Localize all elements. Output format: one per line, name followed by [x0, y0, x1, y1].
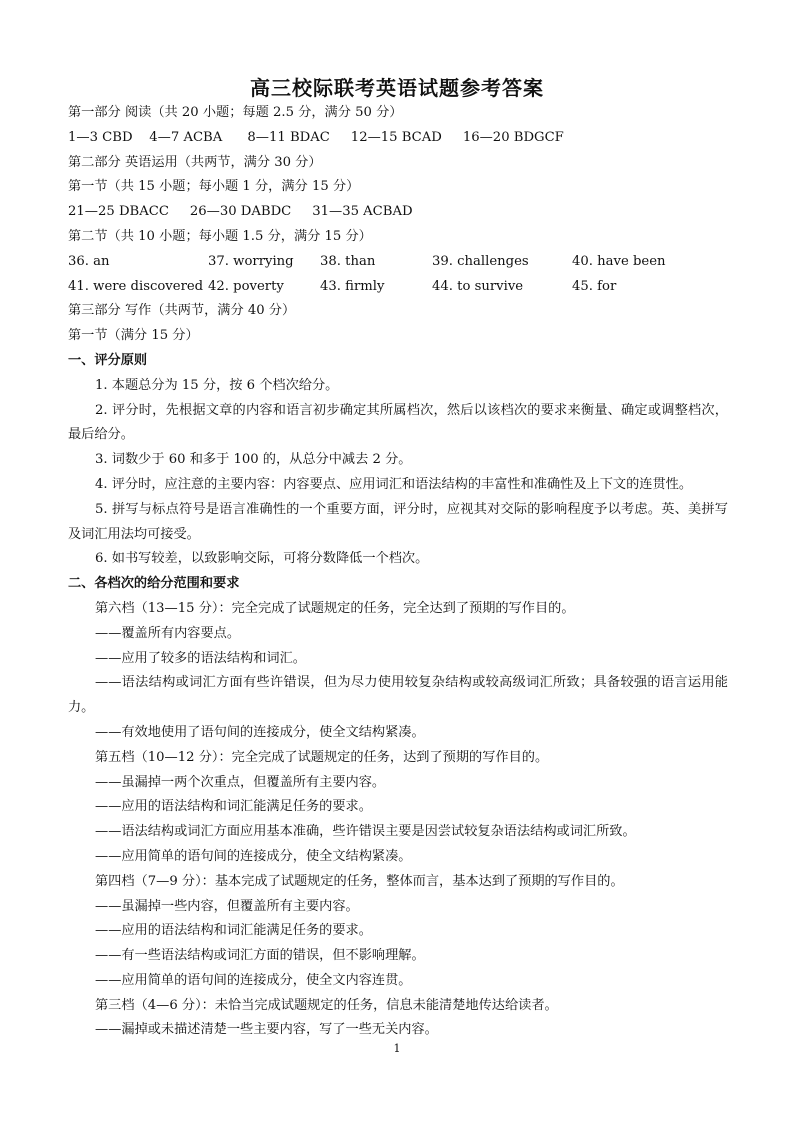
level4-title: 第四档（7—9 分）：基本完成了试题规定的任务，整体而言，基本达到了预期的写作目的。 [95, 873, 624, 889]
principle-item-1: 1. 本题总分为 15 分，按 6 个档次给分。 [95, 377, 339, 393]
principle-item-4: 4. 评分时，应注意的主要内容：内容要点、应用词汇和语法结构的丰富性和准确性及上下文的连贯性。 [95, 476, 693, 492]
principle-item-3: 3. 词数少于 60 和多于 100 的，从总分中减去 2 分。 [95, 452, 412, 468]
answer-row-2 [68, 275, 728, 300]
principle-item-5: 5. 拼写与标点符号是语言准确性的一个重要方面，评分时，应视其对交际的影响程度予以考虑。英、美拼写及词汇用法均可接受。 [68, 501, 728, 542]
answer-40: 40. have been [572, 253, 666, 269]
answer-38: 38. than [320, 253, 376, 269]
answer-43: 43. firmly [320, 278, 385, 294]
level6-item-4: ——有效地使用了语句间的连接成分，使全文结构紧凑。 [95, 724, 425, 740]
answer-row-1 [68, 250, 728, 275]
level3-title: 第三档（4—6 分）：未恰当完成试题规定的任务，信息未能清楚地传达给读者。 [95, 997, 558, 1013]
part3-section1-heading: 第一节（满分 15 分） [68, 328, 199, 344]
answer-41: 41. were discovered [68, 278, 204, 294]
answer-44: 44. to survive [432, 278, 524, 294]
level5-title: 第五档（10—12 分）：完全完成了试题规定的任务，达到了预期的写作目的。 [95, 749, 549, 765]
page-number: 1 [393, 1042, 401, 1055]
level5-item-4: ——应用简单的语句间的连接成分，使全文结构紧凑。 [95, 848, 412, 864]
answer-37: 37. worrying [208, 253, 294, 269]
level6-item-2: ——应用了较多的语法结构和词汇。 [95, 650, 306, 666]
level4-item-3: ——有一些语法结构或词汇方面的错误，但不影响理解。 [95, 948, 425, 964]
part1-heading: 第一部分 阅读（共 20 小题；每题 2.5 分，满分 50 分） [68, 105, 403, 120]
answer-36: 36. an [68, 253, 110, 269]
part2-section1-answers: 21—25 DBACC 26—30 DABDC 31—35 ACBAD [68, 204, 413, 220]
level4-item-2: ——应用的语法结构和词汇能满足任务的要求。 [95, 923, 372, 939]
level3-item-1: ——漏掉或未描述清楚一些主要内容，写了一些无关内容。 [95, 1022, 438, 1038]
answer-39: 39. challenges [432, 253, 529, 269]
levels-heading: 二、各档次的给分范围和要求 [68, 576, 240, 592]
level4-item-4: ——应用简单的语句间的连接成分，使全文内容连贯。 [95, 972, 412, 988]
part2-heading: 第二部分 英语运用（共两节，满分 30 分） [68, 154, 322, 170]
part3-heading: 第三部分 写作（共两节，满分 40 分） [68, 303, 296, 319]
document-title: 高三校际联考英语试题参考答案 [250, 76, 544, 100]
level5-item-3: ——语法结构或词汇方面应用基本准确，些许错误主要是因尝试较复杂语法结构或词汇所致。 [95, 824, 636, 840]
level6-item-1: ——覆盖所有内容要点。 [95, 625, 241, 641]
principles-heading: 一、评分原则 [68, 352, 148, 368]
principle-item-2: 2. 评分时，先根据文章的内容和语言初步确定其所属档次，然后以该档次的要求来衡量、确定或调整档次，最后给分。 [68, 402, 728, 443]
level5-item-1: ——虽漏掉一两个次重点，但覆盖所有主要内容。 [95, 774, 386, 790]
principle-item-6: 6. 如书写较差，以致影响交际，可将分数降低一个档次。 [95, 551, 429, 567]
answer-42: 42. poverty [208, 278, 284, 294]
level6-title: 第六档（13—15 分）：完全完成了试题规定的任务，完全达到了预期的写作目的。 [95, 600, 575, 616]
part2-section2-heading: 第二节（共 10 小题；每小题 1.5 分，满分 15 分） [68, 228, 372, 244]
level5-item-2: ——应用的语法结构和词汇能满足任务的要求。 [95, 799, 372, 815]
part2-section1-heading: 第一节（共 15 小题；每小题 1 分，满分 15 分） [68, 179, 360, 195]
document-body [68, 101, 728, 1043]
part1-answers: 1—3 CBD 4—7 ACBA 8—11 BDAC 12—15 BCAD 16—20 BDGCF [68, 129, 564, 145]
level4-item-1: ——虽漏掉一些内容，但覆盖所有主要内容。 [95, 898, 359, 914]
answer-45: 45. for [572, 278, 617, 294]
level6-item-3: ——语法结构或词汇方面有些许错误，但为尽力使用较复杂结构或较高级词汇所致；具备较强的语言运用能力。 [68, 675, 728, 716]
